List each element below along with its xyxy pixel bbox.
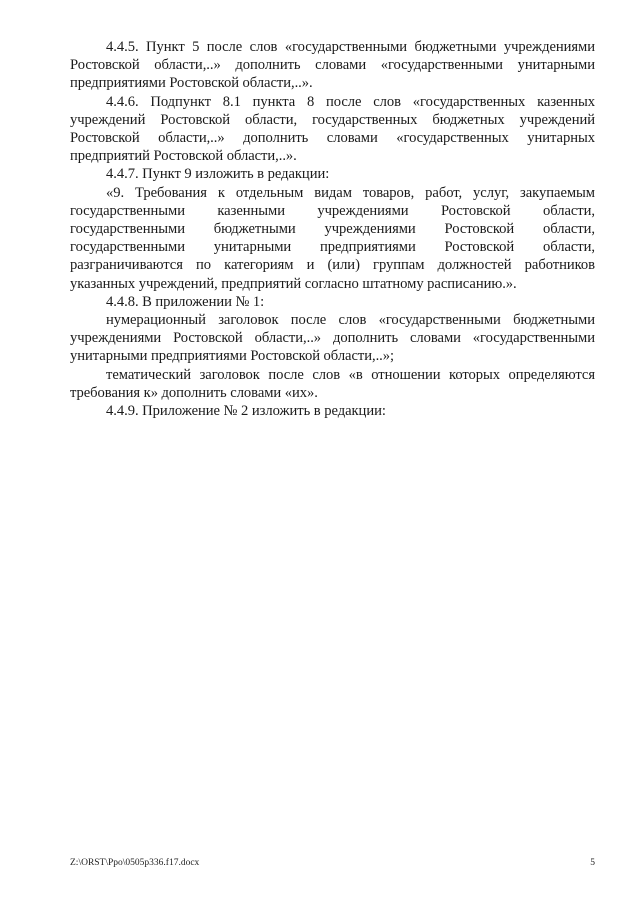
paragraph-4-4-5: 4.4.5. Пункт 5 после слов «государственными бюджетными учреждениями Ростовской области,..» дополнить словами «государственными унитарными предприятиями Ростовской области,..». — [70, 39, 595, 92]
footer-file-path: Z:\ORST\Ppo\0505p336.f17.docx — [70, 858, 200, 868]
paragraph-4-4-6: 4.4.6. Подпункт 8.1 пункта 8 после слов «государственных казенных учреждений Ростовской области, государственных бюджетных учреждений Ростовской области,..» дополнить словами «государственных унитарных предприятий Ростовской области,..». — [70, 93, 595, 165]
paragraph-4-4-9: 4.4.9. Приложение № 2 изложить в редакции: — [106, 403, 386, 420]
paragraph-thematic-heading: тематический заголовок после слов «в отношении которых определяются требования к» дополнить словами «их». — [70, 366, 595, 401]
paragraph-numbering-heading: нумерационный заголовок после слов «государственными бюджетными учреждениями Ростовской области,..» дополнить словами «государственными унитарными предприятиями Ростовской области,..»; — [70, 312, 595, 365]
paragraph-4-4-8: 4.4.8. В приложении № 1: — [106, 293, 265, 310]
paragraph-4-4-7: 4.4.7. Пункт 9 изложить в редакции: — [106, 166, 330, 183]
paragraph-item-9-text: «9. Требования к отдельным видам товаров, работ, услуг, закупаемым государственными казенными учреждениями Ростовской области, государственными бюджетными учреждениями Ростовской области, государственными унитарными предприятиями Ростовской области, разграничиваются по категориям и (или) группам должностей работников указанных учреждений, предприятий согласно штатному расписанию.». — [70, 184, 595, 292]
page-number: 5 — [590, 858, 595, 868]
document-body — [70, 38, 595, 420]
